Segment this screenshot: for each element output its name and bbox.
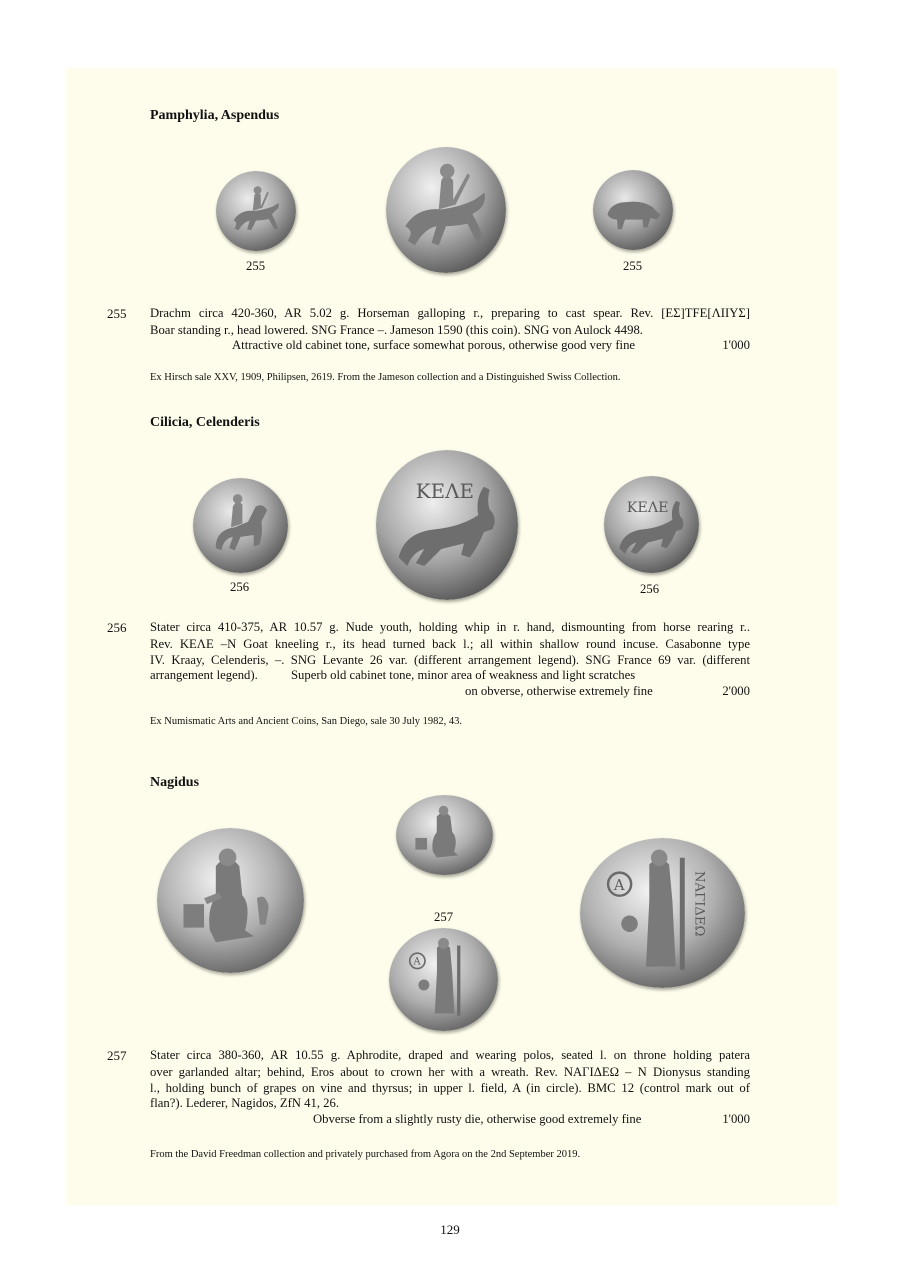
lot-number: 256 (107, 620, 127, 635)
coin-caption: 256 (230, 580, 250, 594)
description-line: Boar standing r., head lowered. SNG France –. Jameson 1590 (this coin). SNG von Aulock 4498. (150, 322, 643, 337)
description-line: Stater circa 380-360, AR 10.55 g. Aphrodite, draped and wearing polos, seated l. on throne holding patera (150, 1048, 750, 1062)
coin-boar-image (593, 170, 673, 250)
coin-255-obverse-small (216, 171, 296, 251)
lot-price: 1'000 (722, 1112, 750, 1126)
coin-256-obverse (193, 478, 288, 573)
lot-condition: Attractive old cabinet tone, surface somewhat porous, otherwise good very fine (232, 338, 636, 352)
lot-price: 2'000 (722, 684, 750, 698)
lot-provenance: Ex Hirsch sale XXV, 1909, Philipsen, 2619. From the Jameson collection and a Distinguished Swiss Collection. (150, 372, 621, 383)
coin-control-mark: A (413, 956, 421, 968)
coin-legend-text: ΝΑΓΙΔΕΩ (691, 870, 707, 937)
coin-caption: 255 (246, 259, 266, 273)
lot-condition-continued: on obverse, otherwise extremely fine (465, 684, 653, 698)
coin-horseman-large-image (386, 147, 506, 273)
description-line: over garlanded altar; behind, Eros about to crown her with a wreath. Rev. ΝΑΓΙΔΕΩ – Ν Dionysus standing (150, 1064, 750, 1079)
coin-aphrodite-large-image (157, 828, 304, 973)
description-line: Rev. ΚΕΛΕ –Ν Goat kneeling r., its head turned back l.; all within shallow round incuse. Casabonne type (150, 636, 750, 651)
coin-rider-image (193, 478, 288, 573)
coin-257-obverse-small (396, 795, 493, 875)
coin-goat-large-image (376, 450, 518, 600)
coin-legend-text: ΚΕΛΕ (626, 500, 669, 517)
coin-caption: 255 (623, 259, 643, 273)
coin-caption: 256 (640, 582, 660, 596)
description-line: Stater circa 410-375, AR 10.57 g. Nude youth, holding whip in r. hand, dismounting from horse rearing r.. (150, 620, 750, 634)
coin-255-reverse (593, 170, 673, 250)
page-number: 129 (440, 1222, 460, 1237)
coin-dionysus-image (389, 928, 498, 1031)
lot-description (150, 305, 750, 338)
description-line-last: arrangement legend). (150, 668, 258, 682)
section-title-aspendus: Pamphylia, Aspendus (150, 108, 280, 123)
section-title-nagidus: Nagidus (150, 775, 200, 790)
coin-caption: 257 (434, 910, 454, 924)
coin-aphrodite-image (396, 795, 493, 875)
coin-256-reverse-small (604, 476, 699, 573)
coin-257-reverse-small (389, 928, 498, 1031)
lot-provenance: From the David Freedman collection and privately purchased from Agora on the 2nd September 2019. (150, 1149, 581, 1160)
coin-255-obverse-large (386, 147, 506, 273)
lot-price: 1'000 (722, 338, 750, 352)
lot-condition: Obverse from a slightly rusty die, otherwise good extremely fine (313, 1112, 642, 1126)
coin-control-mark: A (613, 876, 625, 894)
coin-257-obverse-large (157, 828, 304, 973)
lot-condition: Superb old cabinet tone, minor area of weakness and light scratches (291, 668, 636, 682)
section-title-celenderis: Cilicia, Celenderis (150, 415, 260, 430)
lot-description (150, 619, 750, 669)
description-line: l., holding bunch of grapes on vine and thyrsus; in upper l. field, A (in circle). BMC 12 (control mark out of (150, 1081, 750, 1095)
lot-description (150, 1047, 750, 1097)
coin-256-reverse-large (376, 450, 518, 600)
description-line-last: flan?). Lederer, Nagidos, ZfN 41, 26. (150, 1096, 340, 1110)
coin-goat-image (604, 476, 699, 573)
coin-horseman-image (216, 171, 296, 251)
description-line: IV. Kraay, Celenderis, –. SNG Levante 26 var. (different arrangement legend). SNG France 69 var. (different (150, 653, 750, 667)
coin-legend-text: ΚΕΛΕ (415, 480, 474, 504)
lot-number: 255 (107, 306, 127, 321)
coin-dionysus-large-image (580, 838, 745, 988)
lot-number: 257 (107, 1048, 127, 1063)
coin-257-reverse-large (580, 838, 745, 988)
description-line: Drachm circa 420-360, AR 5.02 g. Horseman galloping r., preparing to cast spear. Rev. [ΕΣ]ΤFΕ[ΛΙΙΥΣ] (150, 306, 750, 320)
lot-provenance: Ex Numismatic Arts and Ancient Coins, San Diego, sale 30 July 1982, 43. (150, 716, 463, 727)
